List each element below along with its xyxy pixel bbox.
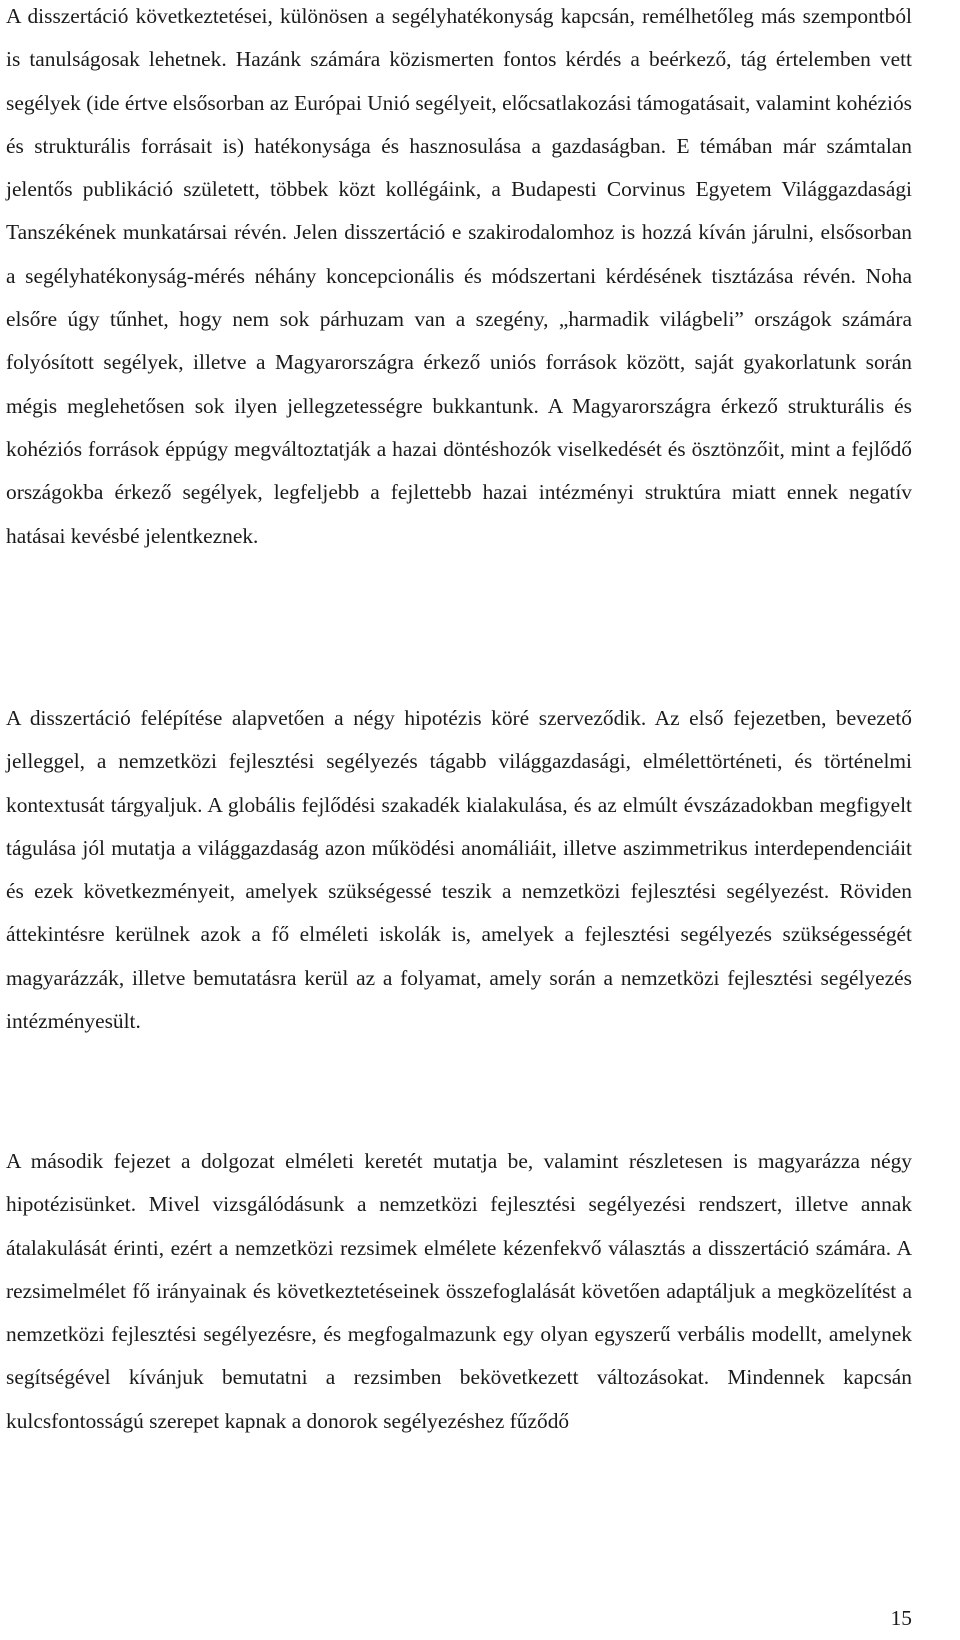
paragraph-conclusions: A disszertáció következtetései, különösen a segélyhatékonyság kapcsán, remélhetőleg más szempontból is tanulságosak lehetnek. Hazánk számára közismerten fontos kérdés a beérkező, tág értelemben vett segélyek (ide értve elsősorban az Európai Unió segélyeit, előcsatlakozási támogatásait, valamint kohéziós és strukturális forrásait is) hatékonysága és hasznosulása a gazdaságban. E témában már számtalan jelentős publikáció született, többek közt kollégáink, a Budapesti Corvinus Egyetem Világgazdasági Tanszékének munkatársai révén. Jelen disszertáció e szakirodalomhoz is hozzá kíván járulni, elsősorban a segélyhatékonyság-mérés néhány koncepcionális és módszertani kérdésének tisztázása révén. Noha elsőre úgy tűnhet, hogy nem sok párhuzam van a szegény, „harmadik világbeli” országok számára folyósított segélyek, illetve a Magyarországra érkező uniós források között, saját gyakorlatunk során mégis meglehetősen sok ilyen jellegzetességre bukkantunk. A Magyarországra érkező strukturális és kohéziós források éppúgy megváltoztatják a hazai döntéshozók viselkedését és ösztönzőit, mint a fejlődő országokba érkező segélyek, legfeljebb a fejlettebb hazai intézményi struktúra miatt ennek negatív hatásai kevésbé jelentkeznek. bbox=[6, 4, 912, 548]
page-number: 15 bbox=[890, 1606, 912, 1630]
paragraph-second-chapter: A második fejezet a dolgozat elméleti keretét mutatja be, valamint részletesen is magyarázza négy hipotézisünket. Mivel vizsgálódásunk a nemzetközi fejlesztési segélyezési rendszert, illetve annak átalakulását érinti, ezért a nemzetközi rezsimek elmélete kézenfekvő választás a disszertáció számára. A rezsimelmélet fő irányainak és következtetéseinek összefoglalását követően adaptáljuk a megközelítést a nemzetközi fejlesztési segélyezésre, és megfogalmazunk egy olyan egyszerű verbális modellt, amelynek segítségével kívánjuk bemutatni a rezsimben bekövetkezett változásokat. Mindennek kapcsán kulcsfontosságú szerepet kapnak a donorok segélyezéshez fűződő bbox=[6, 1149, 912, 1433]
paragraph-structure: A disszertáció felépítése alapvetően a négy hipotézis köré szerveződik. Az első fejezetben, bevezető jelleggel, a nemzetközi fejlesztési segélyezés tágabb világgazdasági, elmélettörténeti, és történelmi kontextusát tárgyaljuk. A globális fejlődési szakadék kialakulása, és az elmúlt évszázadokban megfigyelt tágulása jól mutatja a világgazdaság azon működési anomáliáit, illetve aszimmetrikus interdependenciáit és ezek következményeit, amelyek szükségessé teszik a nemzetközi fejlesztési segélyezést. Röviden áttekintésre kerülnek azok a fő elméleti iskolák is, amelyek a fejlesztési segélyezés szükségességét magyarázzák, illetve bemutatásra kerül az a folyamat, amely során a nemzetközi fejlesztési segélyezés intézményesült. bbox=[6, 706, 912, 1034]
